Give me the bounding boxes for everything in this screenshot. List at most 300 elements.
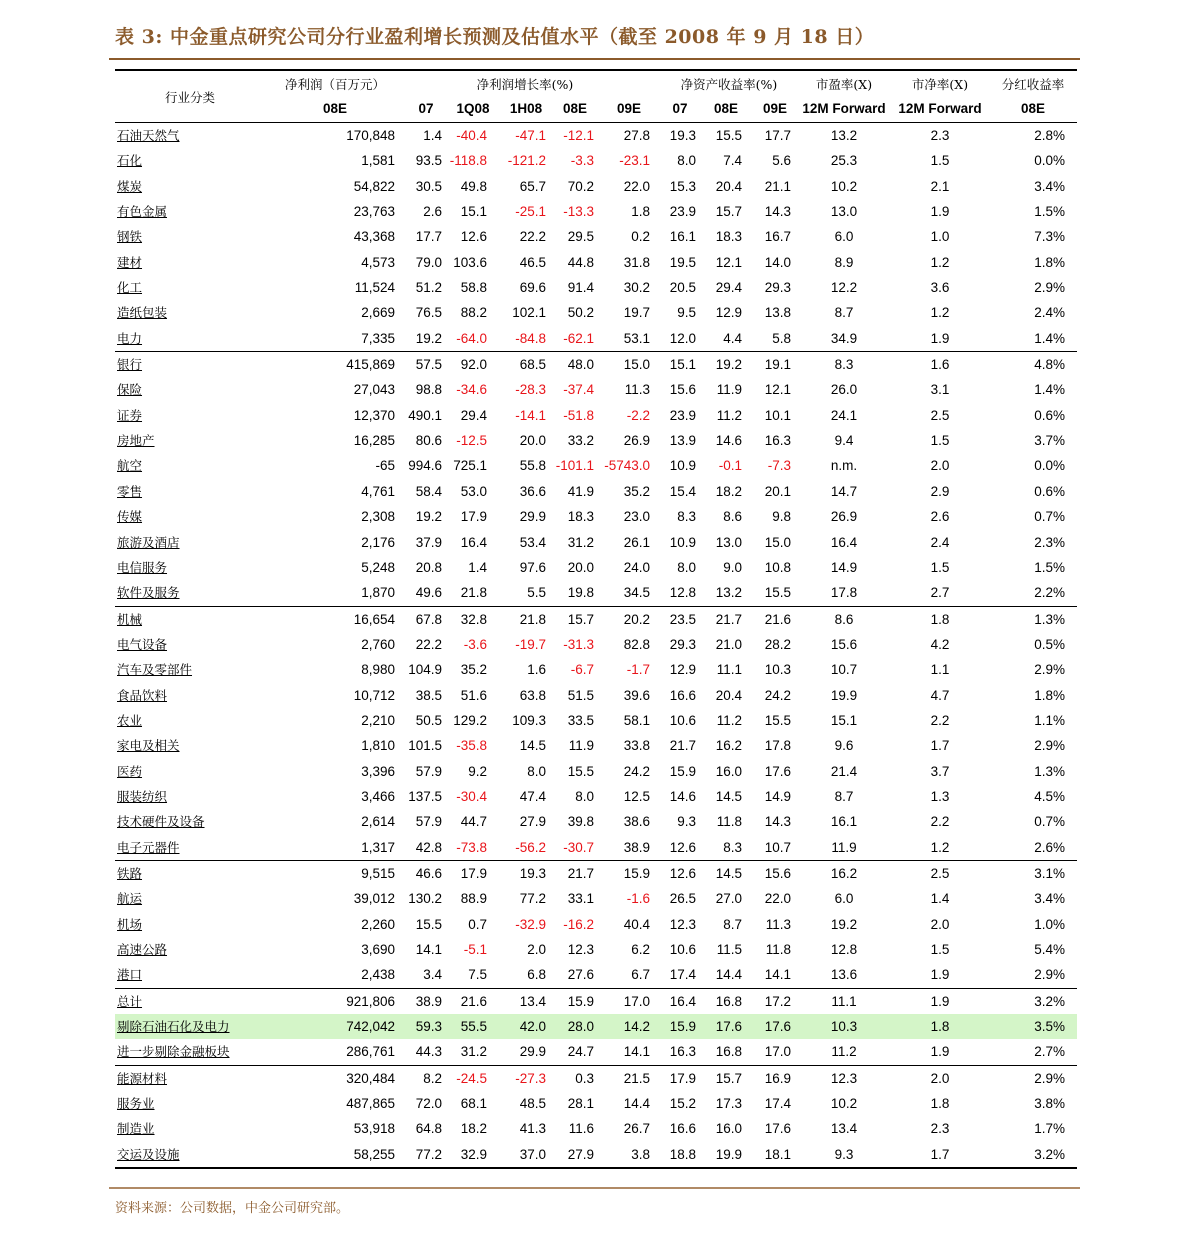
table-cell: 1.8 (930, 1019, 950, 1035)
table-cell: 82.8 (623, 636, 650, 652)
table-cell: 1.8% (1034, 687, 1065, 703)
table-row (115, 275, 1077, 300)
table-cell: 104.9 (408, 662, 442, 678)
table-cell: -101.1 (555, 458, 594, 474)
row-industry-name: 服装纺织 (117, 788, 168, 804)
table-cell: 15.6 (830, 636, 858, 652)
table-cell: 16.8 (715, 1044, 742, 1060)
row-industry-name: 能源材料 (117, 1070, 168, 1086)
table-cell: 8.6 (834, 611, 854, 627)
table-cell: 8,980 (361, 662, 395, 678)
table-row (115, 199, 1077, 224)
table-cell: 103.6 (453, 254, 487, 270)
table-cell: 16.8 (715, 993, 742, 1009)
table-cell: 93.5 (415, 153, 442, 169)
row-industry-name: 旅游及酒店 (117, 534, 180, 550)
table-cell: 26.7 (623, 1121, 650, 1137)
table-row (115, 403, 1077, 428)
table-cell: 4.8% (1034, 357, 1065, 373)
table-cell: -3.6 (463, 636, 487, 652)
table-cell: 0.5% (1034, 636, 1065, 652)
table-cell: 1.9 (930, 204, 950, 220)
table-cell: 51.2 (415, 280, 442, 296)
table-cell: 1.1% (1034, 712, 1065, 728)
table-cell: 26.0 (830, 382, 858, 398)
table-cell: 19.1 (764, 357, 791, 373)
table-cell: 49.6 (415, 585, 442, 601)
table-cell: 14.1 (764, 967, 791, 983)
table-cell: 7.4 (723, 153, 742, 169)
table-cell: 286,761 (346, 1044, 395, 1060)
header-sub-label: 1H08 (509, 101, 543, 116)
table-cell: 10.3 (764, 662, 791, 678)
table-cell: 3.8% (1034, 1096, 1065, 1112)
table-cell: 6.0 (834, 229, 854, 245)
table-cell: 16.6 (669, 687, 696, 703)
header-group-label: 市净率(X) (911, 77, 969, 92)
row-industry-name: 港口 (117, 967, 143, 983)
table-cell: 12.6 (460, 229, 487, 245)
table-cell: 11.9 (716, 382, 742, 398)
table-cell: 2.0 (930, 916, 950, 932)
table-cell: 17.2 (764, 993, 791, 1009)
row-industry-name: 电力 (117, 330, 143, 346)
header-sub-label: 08E (1020, 101, 1046, 116)
table-cell: 20.4 (715, 178, 742, 194)
table-cell: 11.6 (568, 1121, 594, 1137)
table-cell: 49.8 (460, 178, 487, 194)
row-industry-name: 电气设备 (117, 636, 168, 652)
table-cell: 38.9 (415, 993, 442, 1009)
table-row (115, 479, 1077, 504)
table-cell: 2,260 (361, 916, 395, 932)
table-cell: 1.5 (930, 153, 950, 169)
table-cell: 725.1 (453, 458, 487, 474)
table-cell: 4,761 (361, 483, 395, 499)
table-cell: 8.0 (527, 763, 546, 779)
table-cell: -40.4 (456, 128, 487, 143)
table-cell: 487,865 (346, 1096, 395, 1112)
table-row (115, 377, 1077, 402)
row-industry-name: 煤炭 (117, 178, 143, 194)
table-cell: 14.2 (623, 1019, 650, 1035)
table-cell: 129.2 (453, 712, 487, 728)
table-cell: 65.7 (519, 178, 546, 194)
table-cell: 170,848 (346, 128, 395, 143)
table-cell: 2.6% (1034, 839, 1065, 855)
table-cell: 26.9 (830, 509, 858, 525)
table-cell: -118.8 (449, 153, 487, 169)
table-cell: 6.0 (834, 891, 854, 907)
table-row (115, 530, 1077, 555)
table-cell: 2.0 (930, 1070, 950, 1086)
table-cell: 17.0 (623, 993, 650, 1009)
header-sub-label: 1Q08 (456, 101, 490, 116)
table-cell: 51.5 (567, 687, 594, 703)
table-cell: 921,806 (346, 993, 395, 1009)
table-row (115, 937, 1077, 962)
table-cell: 26.5 (669, 891, 696, 907)
row-industry-name: 医药 (117, 763, 143, 779)
row-industry-name: 有色金属 (117, 204, 168, 220)
table-cell: 47.4 (519, 788, 546, 804)
table-cell: 13.0 (830, 204, 858, 220)
table-cell: 92.0 (460, 357, 487, 373)
table-cell: 33.2 (567, 433, 594, 449)
table-cell: 38.6 (623, 814, 650, 830)
table-cell: 1.9 (930, 330, 950, 346)
table-cell: -65 (375, 458, 395, 474)
header-group-label: 净利润增长率(%) (476, 77, 574, 92)
table-cell: 9.3 (677, 814, 696, 830)
table-row (115, 989, 1077, 1014)
table-cell: 1.5% (1034, 204, 1065, 220)
table-cell: 1.1 (930, 662, 950, 678)
table-cell: 37.0 (519, 1146, 546, 1162)
table-cell: 41.3 (519, 1121, 546, 1137)
table-cell: 20.0 (567, 559, 594, 575)
table-cell: 10.3 (830, 1019, 858, 1035)
table-cell: 19.2 (415, 509, 442, 525)
table-cell: 14.5 (715, 865, 742, 881)
table-cell: 11.2 (831, 1044, 857, 1060)
header-sub-label: 08E (713, 101, 739, 116)
table-cell: 10.8 (764, 559, 791, 575)
table-cell: 21.6 (764, 611, 791, 627)
table-cell: 8.6 (723, 509, 742, 525)
table-cell: 1.4 (468, 559, 487, 575)
table-cell: 21.7 (567, 865, 594, 881)
table-cell: -2.2 (626, 407, 650, 423)
table-cell: 15.9 (669, 763, 696, 779)
table-cell: 0.7% (1034, 509, 1065, 525)
table-cell: -25.1 (515, 204, 546, 220)
table-cell: 12.3 (669, 916, 696, 932)
table-cell: -7.3 (767, 458, 791, 474)
table-cell: 35.2 (460, 662, 487, 678)
header-group-label: 市盈率(X) (815, 77, 873, 92)
table-cell: -23.1 (619, 153, 650, 169)
table-cell: 19.2 (715, 357, 742, 373)
table-cell: -1.7 (626, 662, 650, 678)
table-cell: 8.9 (834, 254, 854, 270)
table-cell: 4.5% (1034, 788, 1065, 804)
table-cell: 13.2 (715, 585, 742, 601)
table-cell: 15.6 (669, 382, 696, 398)
table-cell: 2.2 (930, 814, 950, 830)
table-cell: 1,810 (361, 738, 395, 754)
table-cell: 10.6 (669, 942, 696, 957)
table-cell: 27.0 (715, 891, 742, 907)
table-cell: 3.2% (1034, 1146, 1065, 1162)
table-cell: 20.5 (669, 280, 696, 296)
table-cell: 8.2 (423, 1070, 442, 1086)
table-cell: 3.8 (631, 1146, 650, 1162)
table-cell: 67.8 (415, 611, 442, 627)
table-cell: 18.2 (715, 483, 742, 499)
table-cell: 34.5 (623, 585, 650, 601)
table-cell: -31.3 (563, 636, 594, 652)
table-cell: 6.8 (527, 967, 546, 983)
table-cell: 102.1 (512, 305, 546, 321)
table-cell: 12.9 (669, 662, 696, 678)
table-cell: 1.2 (930, 254, 950, 270)
table-row (115, 300, 1077, 325)
table-cell: 33.8 (623, 738, 650, 754)
table-cell: 994.6 (408, 458, 442, 474)
row-industry-name: 航运 (117, 891, 143, 907)
table-row (115, 784, 1077, 809)
table-cell: 2.0 (930, 458, 950, 474)
table-cell: 490.1 (408, 407, 442, 423)
table-cell: 29.4 (715, 280, 742, 296)
table-cell: 17.3 (715, 1096, 742, 1112)
table-cell: 19.9 (830, 687, 858, 703)
table-cell: 23,763 (353, 204, 395, 220)
table-cell: 29.9 (519, 509, 546, 525)
row-industry-name: 家电及相关 (117, 738, 180, 754)
table-cell: 72.0 (415, 1096, 442, 1112)
table-cell: 19.2 (415, 330, 442, 346)
table-cell: 2.1 (930, 178, 950, 194)
table-cell: 8.7 (834, 788, 854, 804)
table-cell: 0.2 (631, 229, 650, 245)
table-cell: 15.9 (567, 993, 594, 1009)
table-cell: 2,669 (361, 305, 395, 321)
table-cell: 10.1 (764, 407, 791, 423)
table-cell: 40.4 (623, 916, 650, 932)
table-cell: 11.8 (765, 942, 791, 957)
table-cell: 3,466 (361, 788, 395, 804)
table-cell: 15.9 (623, 865, 650, 881)
table-cell: 15.5 (567, 763, 594, 779)
table-cell: 16.0 (715, 763, 742, 779)
table-cell: 15.1 (460, 204, 487, 220)
row-industry-name: 技术硬件及设备 (117, 814, 205, 830)
table-cell: 17.6 (764, 763, 791, 779)
table-cell: 15.5 (715, 128, 742, 143)
table-cell: 28.2 (764, 636, 791, 652)
table-cell: 19.9 (715, 1146, 742, 1162)
table-cell: 26.1 (623, 534, 650, 550)
table-cell: 20.0 (519, 433, 546, 449)
table-cell: 11.8 (716, 814, 742, 830)
table-cell: 17.7 (415, 229, 442, 245)
table-cell: 9.8 (772, 509, 791, 525)
table-row (115, 174, 1077, 199)
table-row (115, 1116, 1077, 1141)
row-industry-name: 机械 (117, 611, 143, 627)
table-cell: 15.1 (669, 357, 696, 373)
table-cell: 26.9 (623, 433, 650, 449)
table-cell: -14.1 (515, 407, 546, 423)
table-cell: 2,176 (361, 534, 395, 550)
table-cell: -6.7 (570, 662, 594, 678)
table-cell: 3.7% (1034, 433, 1065, 449)
table-row (115, 886, 1077, 911)
row-industry-name: 建材 (117, 254, 143, 270)
table-cell: 24.1 (830, 407, 858, 423)
table-cell: 12.8 (669, 585, 696, 601)
table-row (115, 123, 1077, 148)
row-industry-name: 石化 (117, 153, 143, 169)
table-row (115, 607, 1077, 632)
table-row (115, 657, 1077, 682)
table-cell: -51.8 (563, 407, 594, 423)
table-cell: 11.2 (716, 712, 742, 728)
row-industry-name: 传媒 (117, 509, 143, 525)
table-cell: 44.8 (567, 254, 594, 270)
table-cell: -12.1 (563, 128, 594, 143)
table-cell: 137.5 (408, 788, 442, 804)
row-industry-name: 电信服务 (117, 559, 168, 575)
row-industry-name: 总计 (117, 993, 143, 1009)
table-cell: 1.4% (1034, 382, 1065, 398)
row-industry-name: 铁路 (117, 865, 143, 881)
table-cell: 2.9% (1034, 662, 1065, 678)
table-cell: 1.3% (1034, 763, 1065, 779)
table-cell: 11.5 (716, 942, 742, 957)
table-cell: 33.5 (567, 712, 594, 728)
table-cell: 16.2 (715, 738, 742, 754)
row-industry-name: 石油天然气 (117, 128, 180, 143)
table-cell: 9.4 (834, 433, 854, 449)
table-cell: 16.1 (830, 814, 858, 830)
table-title: 表 3: 中金重点研究公司分行业盈利增长预测及估值水平（截至 2008 年 9 月 18 日） (115, 26, 875, 48)
table-cell: 3.7 (930, 763, 950, 779)
table-row (115, 809, 1077, 834)
table-cell: 6.7 (631, 967, 650, 983)
table-cell: 16.0 (715, 1121, 742, 1137)
table-cell: 39.8 (567, 814, 594, 830)
table-cell: 55.8 (519, 458, 546, 474)
table-cell: 2,614 (361, 814, 395, 830)
table-row (115, 326, 1077, 352)
table-cell: 13.0 (715, 534, 742, 550)
table-cell: 9,515 (361, 865, 395, 881)
table-cell: 21.0 (715, 636, 742, 652)
table-cell: 2,438 (361, 967, 395, 983)
row-industry-name: 钢铁 (117, 229, 143, 245)
table-cell: 10.7 (830, 662, 858, 678)
table-cell: 8.0 (677, 153, 696, 169)
table-cell: -5.1 (463, 942, 487, 957)
table-cell: 57.9 (415, 814, 442, 830)
table-cell: n.m. (830, 458, 858, 474)
row-industry-name: 农业 (117, 712, 143, 728)
table-cell: 17.4 (669, 967, 696, 983)
table-cell: 42.0 (519, 1019, 546, 1035)
table-cell: 39,012 (353, 891, 395, 907)
table-cell: 19.3 (669, 128, 696, 143)
table-cell: -84.8 (515, 330, 546, 346)
table-cell: 16.3 (669, 1044, 696, 1060)
table-cell: 14.4 (715, 967, 742, 983)
table-cell: 16.3 (764, 433, 791, 449)
table-cell: 21.4 (830, 763, 858, 779)
table-cell: 2.9% (1034, 1070, 1065, 1086)
table-cell: 34.9 (830, 330, 858, 346)
table-header (115, 69, 1077, 123)
table-cell: 27,043 (353, 382, 395, 398)
table-cell: 16,285 (353, 433, 395, 449)
table-row (115, 1066, 1077, 1091)
table-row (115, 962, 1077, 988)
table-cell: 13.4 (830, 1121, 858, 1137)
table-cell: 15.4 (669, 483, 696, 499)
table-cell: 9.5 (677, 305, 696, 321)
table-cell: 53.4 (519, 534, 546, 550)
table-cell: 1.2 (930, 305, 950, 321)
table-cell: -13.3 (563, 204, 594, 220)
row-industry-name: 机场 (117, 916, 143, 932)
table-cell: -35.8 (456, 738, 487, 754)
table-row (115, 835, 1077, 861)
table-cell: 0.3 (575, 1070, 594, 1086)
table-cell: 2.5 (930, 407, 950, 423)
table-cell: 36.6 (519, 483, 546, 499)
table-cell: 11.3 (765, 916, 791, 932)
table-cell: 2.7% (1034, 1044, 1065, 1060)
table-cell: 2.5 (930, 865, 950, 881)
table-cell: 130.2 (408, 891, 442, 907)
table-cell: 24.0 (623, 559, 650, 575)
table-cell: 1.5 (930, 433, 950, 449)
table-cell: 19.5 (669, 254, 696, 270)
table-cell: 2.9% (1034, 967, 1065, 983)
table-cell: 2.9 (930, 483, 950, 499)
table-cell: 98.8 (415, 382, 442, 398)
table-cell: 58.8 (460, 280, 487, 296)
table-cell: 1.8 (930, 1096, 950, 1112)
table-cell: 15.0 (764, 534, 791, 550)
table-cell: 1,317 (361, 839, 395, 855)
table-cell: 2,308 (361, 509, 395, 525)
table-cell: 12.3 (567, 942, 594, 957)
table-cell: 16.1 (669, 229, 696, 245)
table-cell: 2.4 (930, 534, 950, 550)
table-cell: -1.6 (626, 891, 650, 907)
table-cell: 6.2 (631, 942, 650, 957)
table-cell: 14.3 (764, 204, 791, 220)
table-cell: 14.5 (519, 738, 546, 754)
table-cell: -56.2 (515, 839, 546, 855)
table-cell: 17.8 (830, 585, 858, 601)
table-cell: 30.5 (415, 178, 442, 194)
table-cell: 14.5 (715, 788, 742, 804)
table-cell: 13.8 (764, 305, 791, 321)
table-cell: 1.2 (930, 839, 950, 855)
table-cell: 11.9 (831, 839, 857, 855)
table-cell: 44.7 (460, 814, 487, 830)
table-cell: 79.0 (415, 254, 442, 270)
row-industry-name: 电子元器件 (117, 839, 180, 855)
table-cell: 2.6 (930, 509, 950, 525)
table-cell: 8.7 (834, 305, 854, 321)
row-industry-name: 保险 (117, 382, 143, 398)
row-industry-name: 证券 (117, 407, 143, 423)
table-cell: 2,760 (361, 636, 395, 652)
table-cell: 68.5 (519, 357, 546, 373)
header-group-label: 分红收益率 (1001, 77, 1065, 92)
table-cell: 1.9 (930, 967, 950, 983)
header-sub-label: 12M Forward (802, 101, 886, 116)
table-cell: 1.5 (930, 942, 950, 957)
table-body (115, 123, 1077, 1169)
table-cell: -3.3 (570, 153, 594, 169)
table-cell: 1.7% (1034, 1121, 1065, 1137)
table-cell: 38.9 (623, 839, 650, 855)
